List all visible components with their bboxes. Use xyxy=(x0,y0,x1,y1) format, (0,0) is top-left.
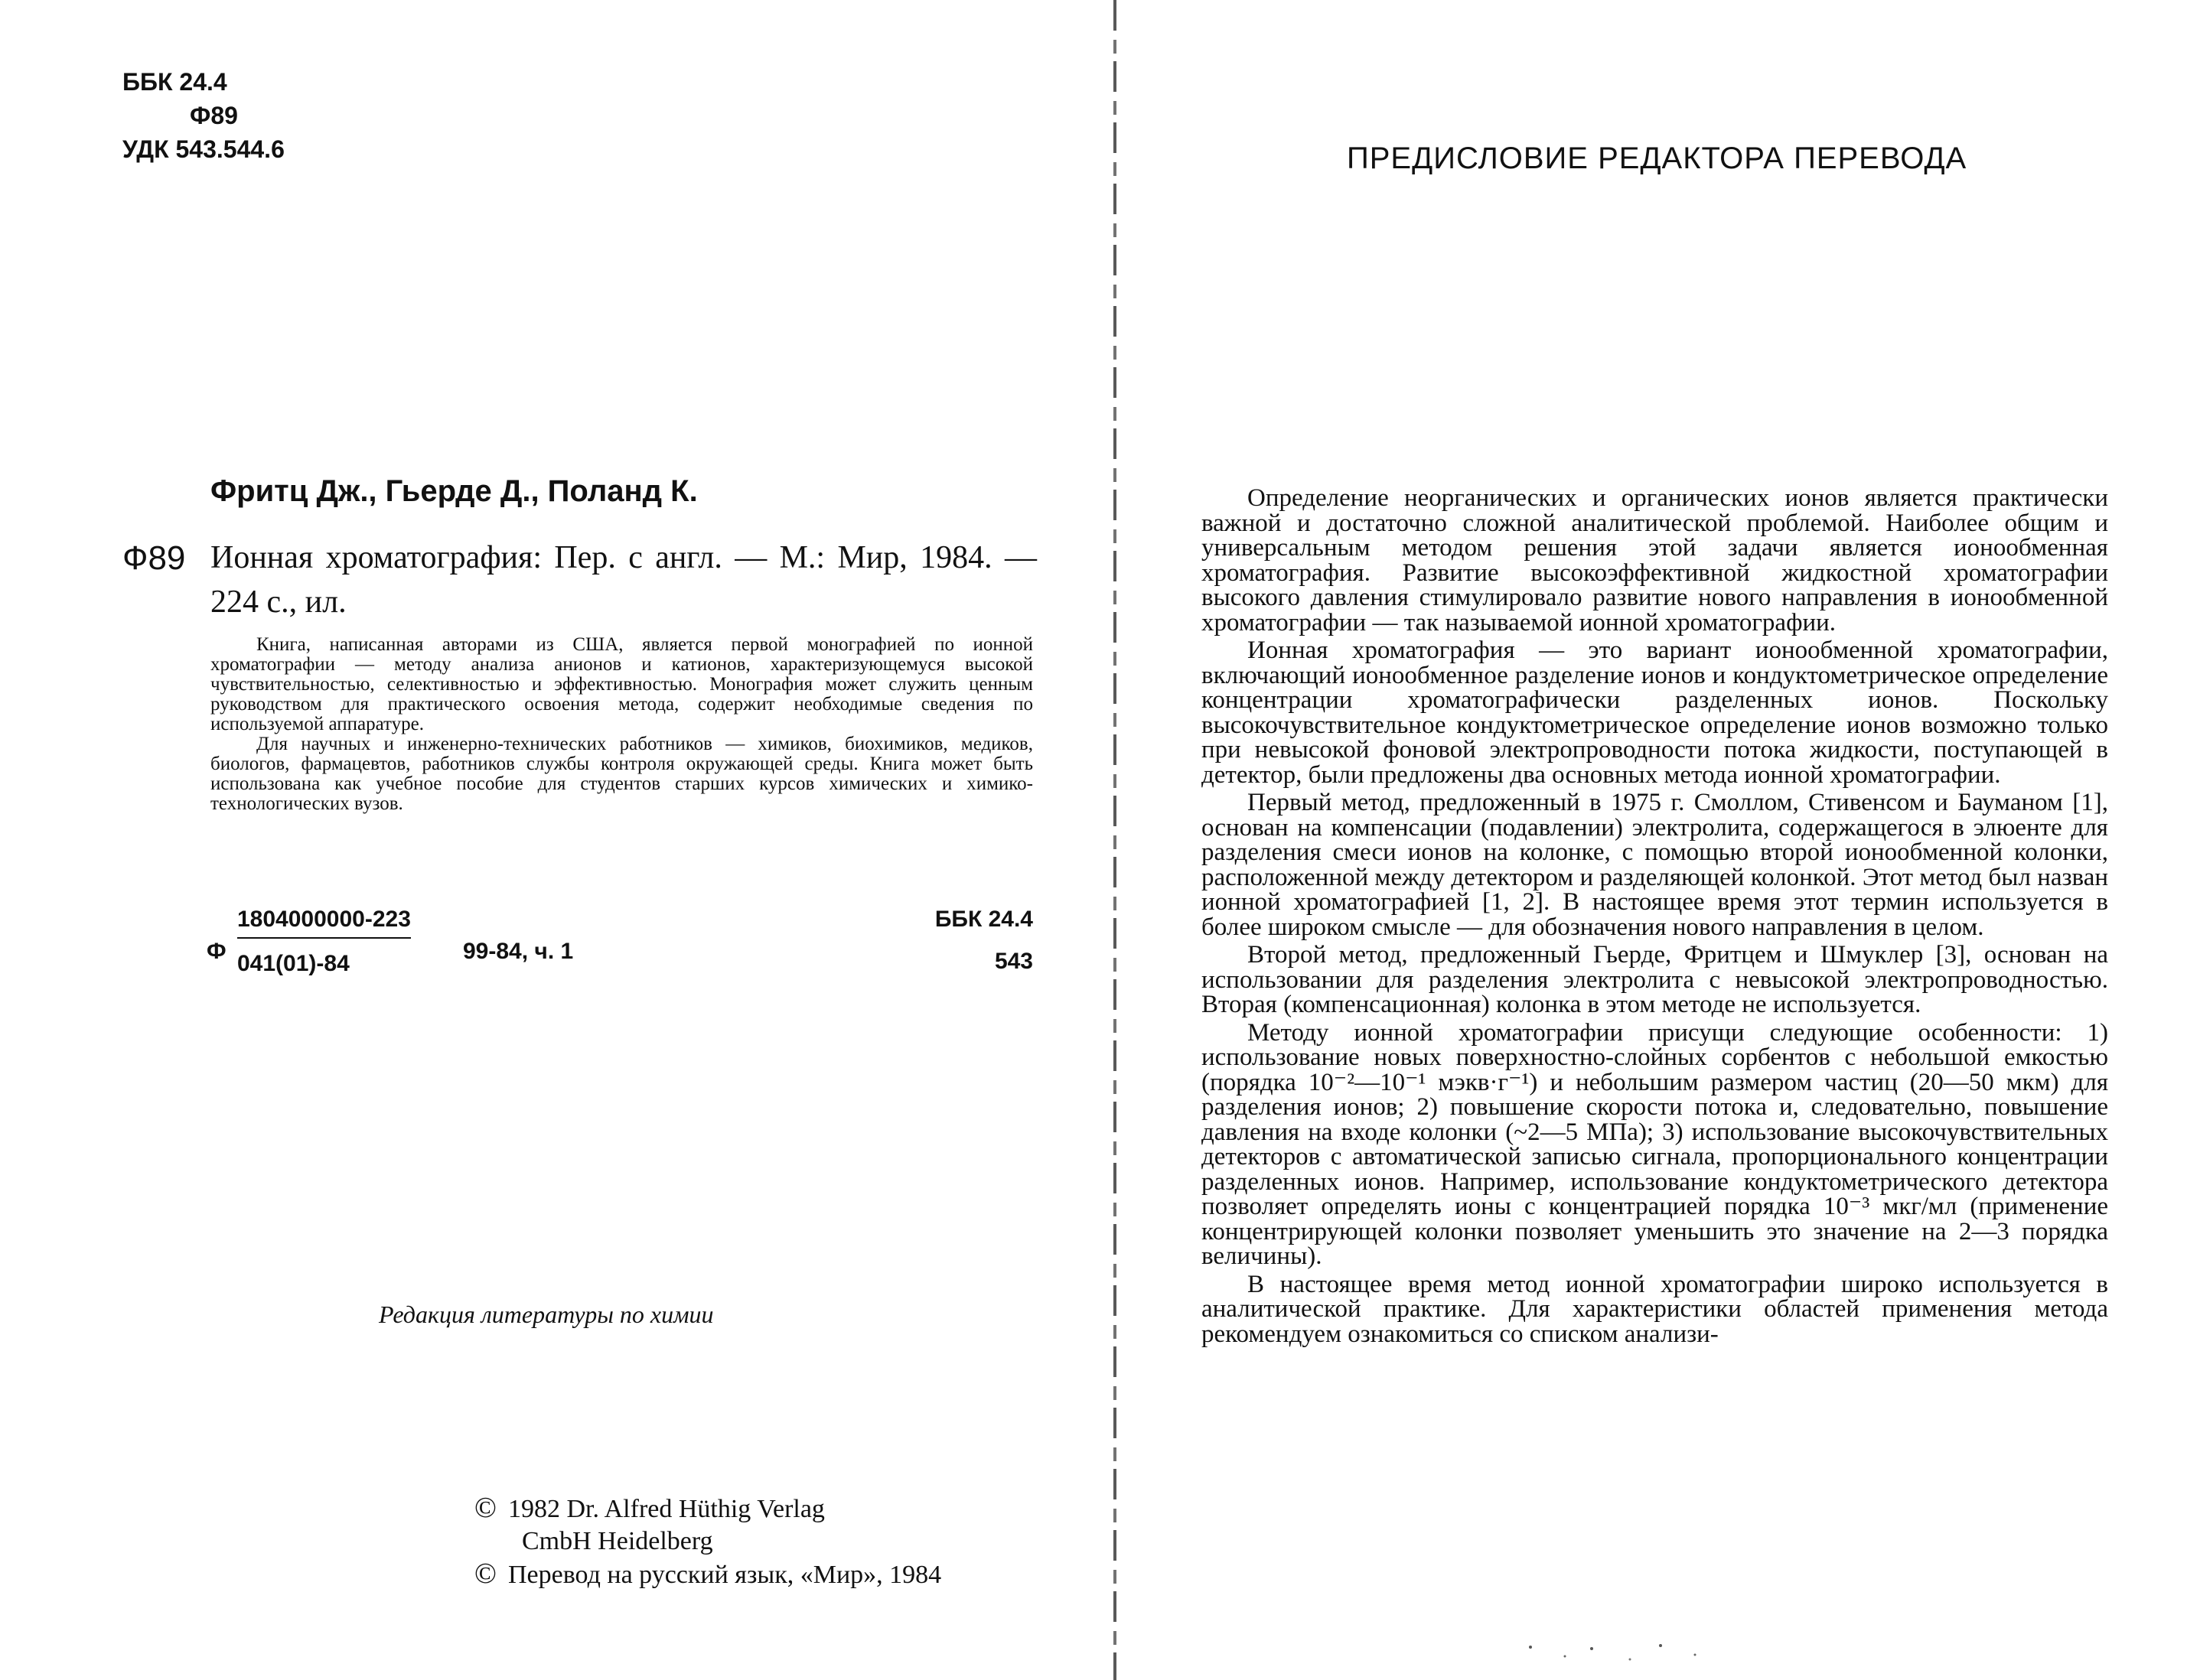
preface-body xyxy=(1201,486,2108,1350)
annotation xyxy=(210,635,1033,814)
copyright-translation xyxy=(474,1558,941,1591)
annotation-paragraph: Для научных и инженерно-технических работников — химиков, биохимиков, медиков, биологов, фармацевтов, работников службы контроля окружающей среды. Книга может быть использована как учебное пособие для студентов старших курсов химических и химико-технологических вузов. xyxy=(210,734,1033,814)
copyright-line: CmbH Heidelberg xyxy=(522,1527,713,1555)
annotation-paragraph: Книга, написанная авторами из США, является первой монографией по ионной хроматографии — методу анализа анионов и катионов, характеризующемуся высокой чувствительностью, селективностью и эффективностью. Монография может служить ценным руководством для практического освоения метода, содержит необходимые сведения по используемой аппаратуре. xyxy=(210,634,1033,734)
copyright-icon: © xyxy=(474,1558,497,1590)
right-page xyxy=(1125,0,2187,1680)
book-title: Ионная хроматография: Пер. с англ. — М.: Мир, 1984. — 224 с., ил. xyxy=(210,540,1037,620)
preface-paragraph: Ионная хроматография — это вариант ионообменной хроматографии, включающий ионообменное разделение ионов и кондуктометрическое определение концентрации хроматографически разделенных ионов. Поскольку высокочувствительное кондуктометрическое определение ионов возможно только при невысокой фоновой электропроводности потока жидкости, поступающей в детектор, были предложены два основных метода ионной хроматографии. xyxy=(1201,637,2108,789)
udk-code: УДК 543.544.6 xyxy=(122,135,285,163)
preface-paragraph: Второй метод, предложенный Гьерде, Фритцем и Шмуклер [3], основан на использовании для разделения электролита с невысокой электропроводностью. Вторая (компенсационная) колонка в этом методе не используется. xyxy=(1201,941,2108,1018)
copyright-line: Перевод на русский язык, «Мир», 1984 xyxy=(508,1561,942,1589)
preface-paragraph: В настоящее время метод ионной хроматографии широко используется в аналитической практике. Для характеристики областей применения метода рекомендуем ознакомиться со списком анализи- xyxy=(1201,1270,2108,1348)
authors: Фритц Дж., Гьерде Д., Поланд К. xyxy=(210,474,698,508)
preface-paragraph: Определение неорганических и органических ионов является практически важной и достаточно сложной аналитической проблемой. Наиболее общим и универсальным методом решения этой задачи является ионообменная хроматография. Развитие высокоэффективной жидкостной хроматографии высокого давления стимулировало развитие нового направления в ионообменной хроматографии — так называемой ионной хроматографии. xyxy=(1201,484,2108,637)
catalog-order: 99-84, ч. 1 xyxy=(463,939,574,964)
copyright-original xyxy=(474,1492,941,1525)
scan-specks xyxy=(1523,1641,1706,1664)
catalog-numerator: 1804000000-223 xyxy=(237,907,411,939)
catalog-bbk: ББК 24.4 xyxy=(934,907,1033,932)
book-spine xyxy=(1113,0,1116,1680)
classification-codes xyxy=(122,65,285,166)
catalog-denominator: 041(01)-84 xyxy=(237,951,350,976)
bbk-code: ББК 24.4 xyxy=(122,68,227,96)
catalog-prefix: Ф xyxy=(207,939,227,964)
library-code: Ф89 xyxy=(122,539,186,577)
catalog-code: 543 xyxy=(994,949,1033,974)
preface-paragraph: Методу ионной хроматографии присущи следующие особенности: 1) использование новых поверхностно-слойных сорбентов с небольшой емкостью (порядка 10⁻²—10⁻¹ мэкв·г⁻¹) и небольшим размером частиц (20—50 мкм) для разделения ионов; 2) повышение скорости потока и, следовательно, повышение давления на входе колонки (~2—5 МПа); 3) использование высокочувствительных детекторов с автоматической записью сигнала, пропорционального концентрации разделенных ионов. Например, использование кондуктометрического детектора позволяет определять ионы с концентрацией порядка 10⁻³ мкг/мл (применение концентрирующей колонки позволяет уменьшить это значение на 2—3 порядка величины). xyxy=(1201,1018,2108,1270)
catalog-block xyxy=(207,907,1041,991)
editorial-office: Редакция литературы по химии xyxy=(379,1301,714,1328)
copyright-icon: © xyxy=(474,1492,497,1524)
preface-title: ПРЕДИСЛОВИЕ РЕДАКТОРА ПЕРЕВОДА xyxy=(1347,142,1967,175)
copyright-block xyxy=(474,1492,941,1591)
f-code: Ф89 xyxy=(190,102,238,129)
preface-paragraph: Первый метод, предложенный в 1975 г. Смоллом, Стивенсом и Бауманом [1], основан на компенсации (подавлении) электролита, содержащегося в элюенте для разделения смеси ионов на колонке, с помощью второй ионообменной колонки, расположенной между детектором и разделяющей колонкой. Этот метод был назван ионной хроматографией [1, 2]. В настоящее время этот термин используется в более широком смысле — для обозначения нового направления в целом. xyxy=(1201,789,2108,941)
copyright-line: 1982 Dr. Alfred Hüthig Verlag xyxy=(508,1495,825,1523)
